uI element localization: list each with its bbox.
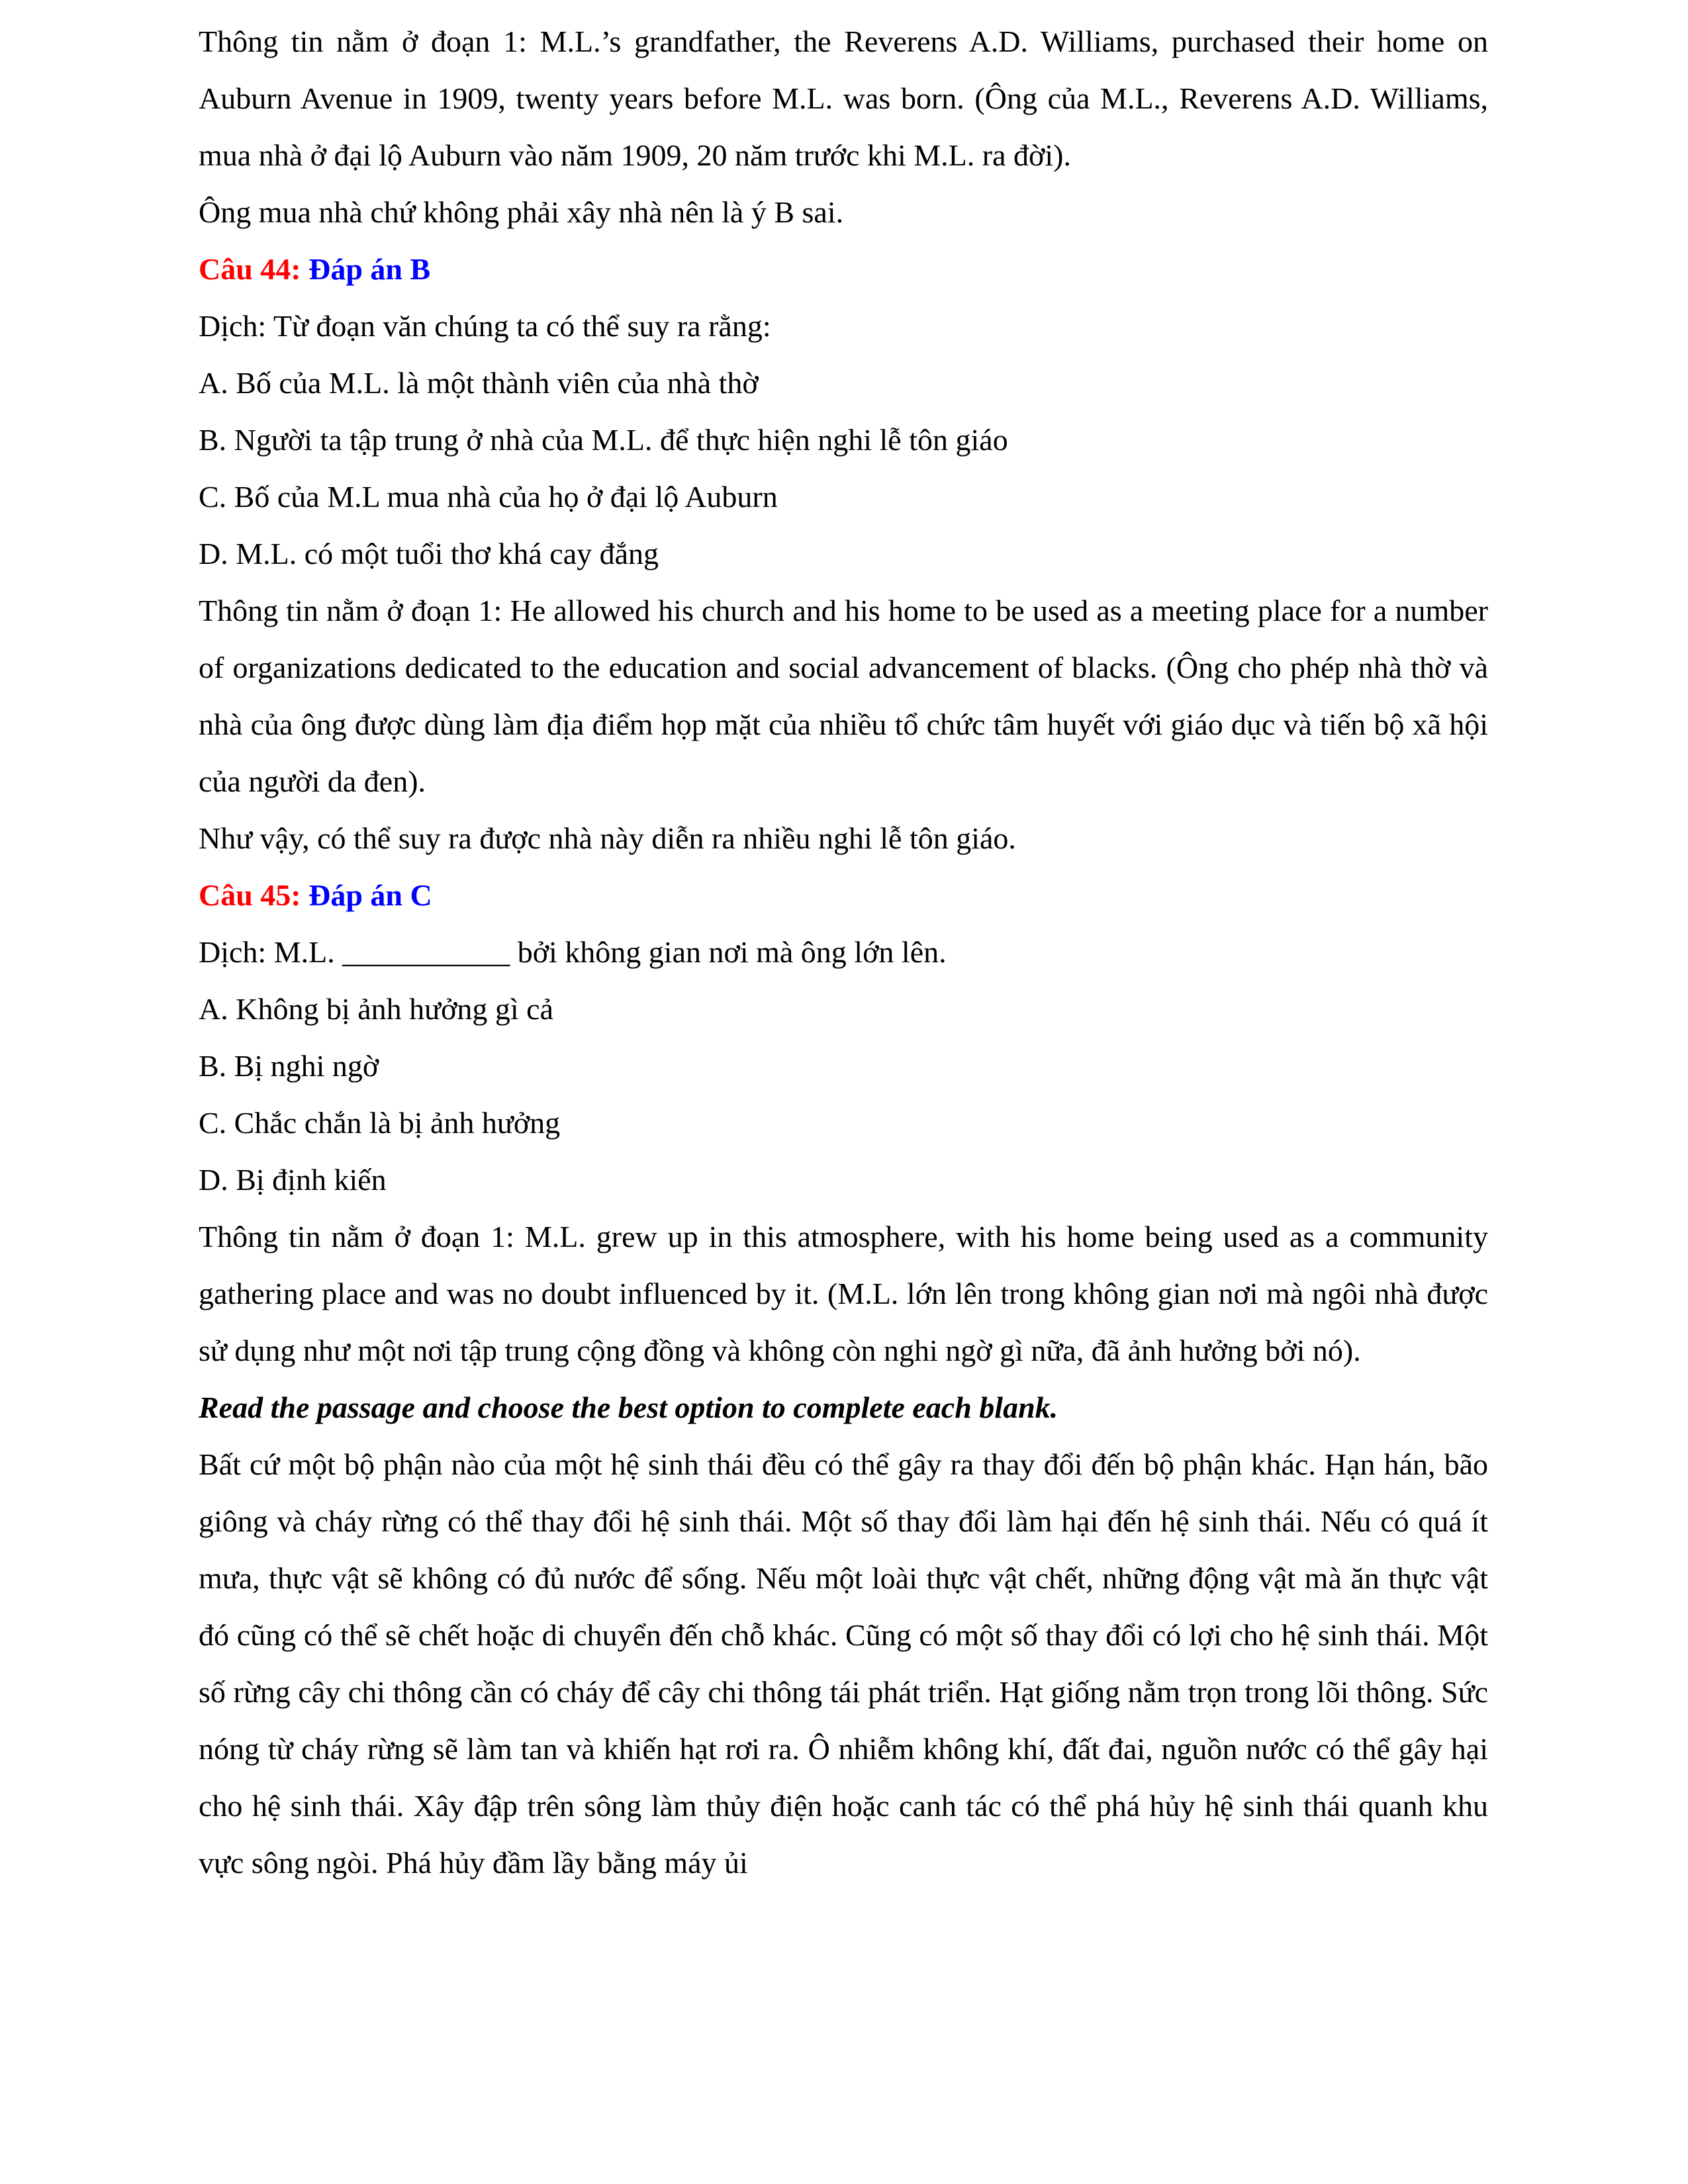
q44-evidence: Thông tin nằm ở đoạn 1: He allowed his church and his home to be used as a meeting place for a number of organizations dedicated to the education and social advancement of blacks. (Ông cho phép nhà thờ và nhà của ông được dùng làm địa điểm họp mặt của nhiều tổ chức tâm huyết với giáo dục và tiến bộ xã hội của người da đen). bbox=[199, 594, 1488, 798]
q45-answer: Đáp án C bbox=[308, 878, 432, 912]
q44-option-c: C. Bố của M.L mua nhà của họ ở đại lộ Auburn bbox=[199, 480, 778, 514]
q44-conclusion: Như vậy, có thể suy ra được nhà này diễn ra nhiều nghi lễ tôn giáo. bbox=[199, 821, 1016, 855]
q45-translation: Dịch: M.L. ___________ bởi không gian nơi mà ông lớn lên. bbox=[199, 935, 947, 969]
q44-heading bbox=[199, 241, 1488, 298]
q45-heading bbox=[199, 867, 1488, 924]
q44-answer: Đáp án B bbox=[308, 252, 431, 286]
q44-translation: Dịch: Từ đoạn văn chúng ta có thể suy ra rằng: bbox=[199, 309, 771, 343]
q44-number: Câu 44: bbox=[199, 252, 301, 286]
q45-option-c: C. Chắc chắn là bị ảnh hưởng bbox=[199, 1106, 561, 1140]
q43-evidence: Thông tin nằm ở đoạn 1: M.L.’s grandfather, the Reverens A.D. Williams, purchased their home on Auburn Avenue in 1909, twenty years before M.L. was born. (Ông của M.L., Reverens A.D. Williams, mua nhà ở đại lộ Auburn vào năm 1909, 20 năm trước khi M.L. ra đời). bbox=[199, 24, 1488, 172]
reading-instruction: Read the passage and choose the best option to complete each blank. bbox=[199, 1390, 1058, 1424]
reading-passage: Bất cứ một bộ phận nào của một hệ sinh thái đều có thể gây ra thay đổi đến bộ phận khác. Hạn hán, bão giông và cháy rừng có thể thay đổi hệ sinh thái. Một số thay đổi làm hại đến hệ sinh thái. Nếu có quá ít mưa, thực vật sẽ không có đủ nước để sống. Nếu một loài thực vật chết, những động vật mà ăn thực vật đó cũng có thể sẽ chết hoặc di chuyển đến chỗ khác. Cũng có một số thay đổi có lợi cho hệ sinh thái. Một số rừng cây chi thông cần có cháy để cây chi thông tái phát triển. Hạt giống nằm trọn trong lõi thông. Sức nóng từ cháy rừng sẽ làm tan và khiến hạt rơi ra. Ô nhiễm không khí, đất đai, nguồn nước có thể gây hại cho hệ sinh thái. Xây đập trên sông làm thủy điện hoặc canh tác có thể phá hủy hệ sinh thái quanh khu vực sông ngòi. Phá hủy đầm lầy bằng máy ủi bbox=[199, 1447, 1488, 1880]
q45-option-b: B. Bị nghi ngờ bbox=[199, 1049, 379, 1083]
q45-number: Câu 45: bbox=[199, 878, 301, 912]
document-page bbox=[199, 13, 1488, 1891]
q44-option-a: A. Bố của M.L. là một thành viên của nhà thờ bbox=[199, 366, 759, 400]
q45-option-d: D. Bị định kiến bbox=[199, 1163, 387, 1197]
q45-evidence: Thông tin nằm ở đoạn 1: M.L. grew up in this atmosphere, with his home being used as a community gathering place and was no doubt influenced by it. (M.L. lớn lên trong không gian nơi mà ngôi nhà được sử dụng như một nơi tập trung cộng đồng và không còn nghi ngờ gì nữa, đã ảnh hưởng bởi nó). bbox=[199, 1220, 1488, 1367]
q44-option-b: B. Người ta tập trung ở nhà của M.L. để thực hiện nghi lễ tôn giáo bbox=[199, 423, 1008, 457]
q44-option-d: D. M.L. có một tuổi thơ khá cay đắng bbox=[199, 537, 659, 570]
q45-option-a: A. Không bị ảnh hưởng gì cả bbox=[199, 992, 554, 1026]
q43-conclusion: Ông mua nhà chứ không phải xây nhà nên là ý B sai. bbox=[199, 195, 844, 229]
